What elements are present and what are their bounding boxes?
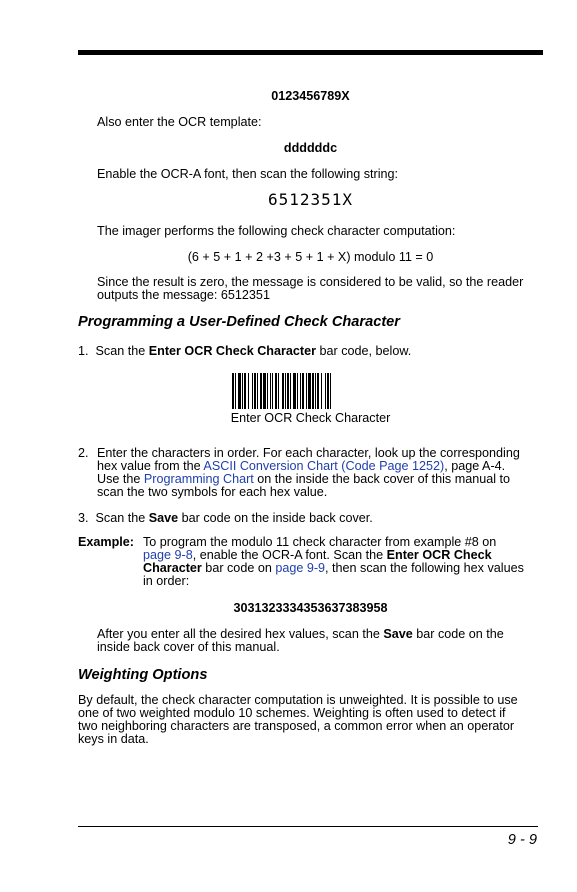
step-2-text: hex value from the <box>97 459 204 473</box>
example-line-3 <box>143 562 524 575</box>
step-1 <box>78 345 411 358</box>
after-hex-line-2: inside back cover of this manual. <box>97 640 280 654</box>
step-2-number: 2. <box>78 446 89 460</box>
example-line-3-text: bar code on <box>201 561 276 575</box>
weighting-line-3: two neighboring characters are transposed, a common error when an operator <box>78 719 515 733</box>
weighting-line-1: By default, the check character computation is unweighted. It is possible to use <box>78 693 518 707</box>
step-1-number: 1. <box>78 344 89 358</box>
ocr-template: ddddddc <box>283 141 338 155</box>
programming-heading: Programming a User-Defined Check Character <box>78 314 400 330</box>
step-2-text-post: , page A-4. <box>444 459 506 473</box>
example-line-2-bold: Enter OCR Check <box>386 548 492 562</box>
step-1-post: bar code, below. <box>316 344 412 358</box>
check-formula: (6 + 5 + 1 + 2 +3 + 5 + 1 + X) modulo 11 = 0 <box>187 250 434 264</box>
page-9-9-link[interactable]: page 9-9 <box>275 561 326 575</box>
example-label: Example: <box>78 535 134 549</box>
step-2-back-cover-text: on the inside the back cover of this manual to <box>253 472 511 486</box>
step-2-line-1: Enter the characters in order. For each character, look up the corresponding <box>97 446 520 460</box>
conclusion-line-1: Since the result is zero, the message is considered to be valid, so the reader <box>97 275 524 289</box>
conclusion-line-2: outputs the message: 6512351 <box>97 288 270 302</box>
example-line-3-post: , then scan the following hex values <box>325 561 524 575</box>
step-3 <box>78 512 373 525</box>
weighting-line-4: keys in data. <box>78 732 149 746</box>
after-hex-bold: Save <box>383 627 413 641</box>
example-line-2-text: , enable the OCR-A font. Scan the <box>192 548 387 562</box>
enter-ocr-check-character-barcode[interactable] <box>232 373 380 409</box>
barcode-caption: Enter OCR Check Character <box>230 411 391 425</box>
enable-font-instruction: Enable the OCR-A font, then scan the following string: <box>97 167 399 181</box>
step-2-use-text: Use the <box>97 472 144 486</box>
after-hex-text: After you enter all the desired hex values, scan the <box>97 627 384 641</box>
data-string: 0123456789X <box>271 89 350 103</box>
ocr-string: 6512351X <box>267 190 354 209</box>
step-3-bold: Save <box>148 511 179 525</box>
programming-chart-link[interactable]: Programming Chart <box>143 472 254 486</box>
example-line-4: in order: <box>143 574 190 588</box>
computation-intro: The imager performs the following check character computation: <box>97 224 456 238</box>
step-3-number: 3. <box>78 511 89 525</box>
weighting-heading: Weighting Options <box>78 667 208 683</box>
hex-values: 3031323334353637383958 <box>233 601 388 615</box>
step-2-line-4: scan the two symbols for each hex value. <box>97 485 328 499</box>
weighting-line-2: one of two weighted modulo 10 schemes. Weighting is often used to detect if <box>78 706 506 720</box>
step-3-post: bar code on the inside back cover. <box>178 511 373 525</box>
step-3-text: Scan the <box>95 511 149 525</box>
page-9-8-link[interactable]: page 9-8 <box>143 548 193 562</box>
example-line-1: To program the modulo 11 check character from example #8 on <box>143 535 497 549</box>
template-instruction: Also enter the OCR template: <box>97 115 262 129</box>
step-1-bold: Enter OCR Check Character <box>148 344 317 358</box>
example-line-3-bold: Character <box>143 561 202 575</box>
after-hex-post: bar code on the <box>412 627 504 641</box>
header-rule <box>78 50 543 55</box>
page-number: 9 - 9 <box>507 832 537 848</box>
step-1-text: Scan the <box>95 344 149 358</box>
ascii-chart-link[interactable]: ASCII Conversion Chart (Code Page 1252) <box>203 459 445 473</box>
footer-rule <box>78 826 538 827</box>
